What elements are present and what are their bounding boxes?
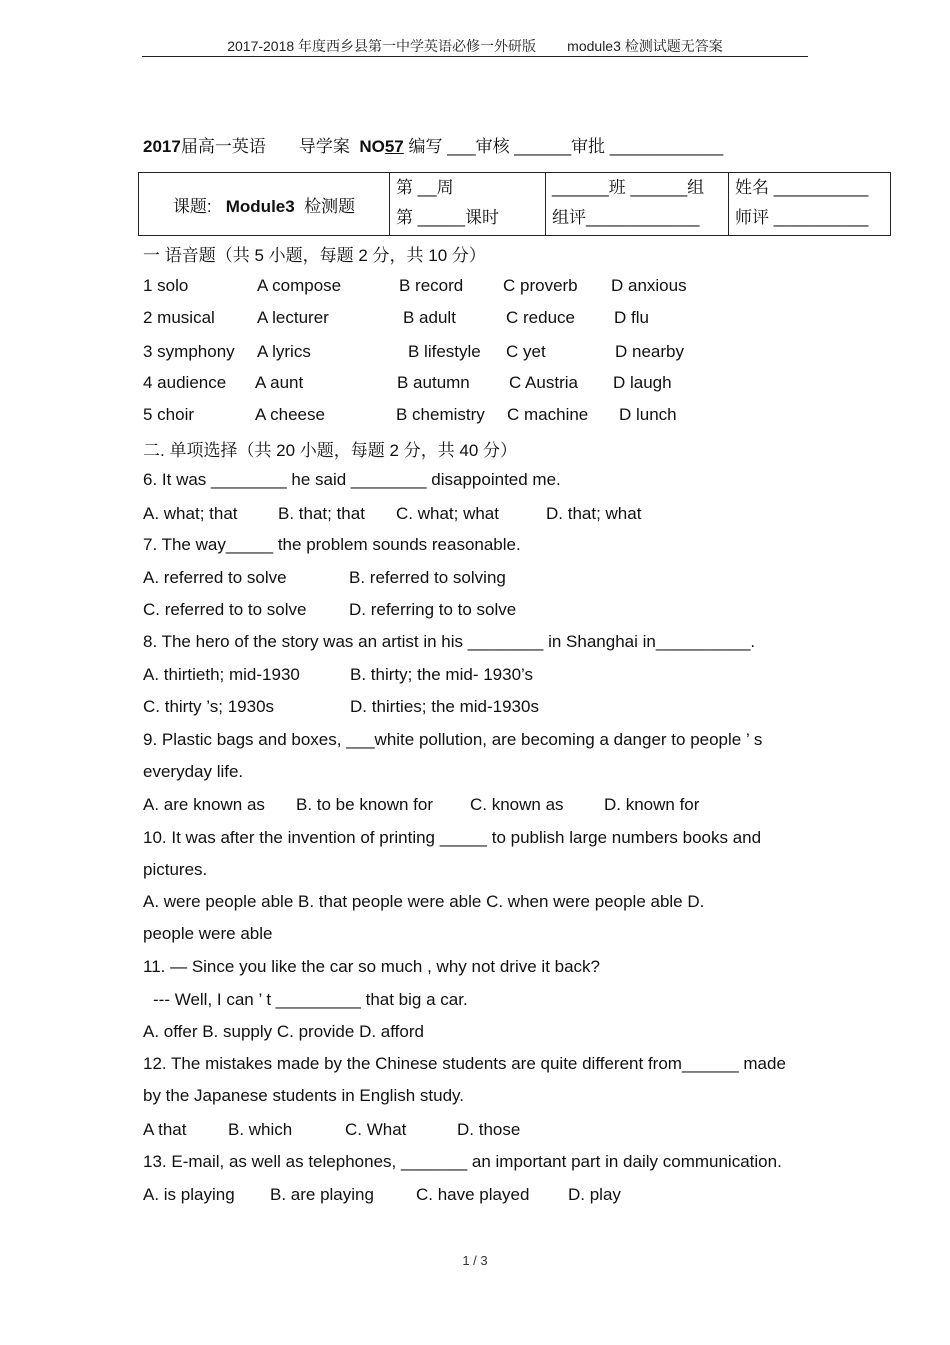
phonetic-row <box>143 405 677 425</box>
title-no-label: NO <box>359 137 385 156</box>
option-c: C. have played <box>416 1185 530 1204</box>
question-9-line1: 9. Plastic bags and boxes, ___white pollution, are becoming a danger to people ’ s <box>143 730 763 749</box>
option-a: A. thirtieth; mid-1930 <box>143 665 300 684</box>
option-c: C. thirty ’s; 1930s <box>143 697 275 716</box>
group-eval-field: 组评____________ <box>552 208 700 227</box>
question-10-line1: 10. It was after the invention of printing _____ to publish large numbers books and <box>143 828 762 847</box>
phonetic-option-b: B chemistry <box>396 405 485 424</box>
section1-heading: 一 语音题（共 5 小题，每题 2 分，共 10 分） <box>143 246 486 265</box>
title-no-value: 57 <box>384 137 404 156</box>
phonetic-option-d: D lunch <box>619 405 677 424</box>
phonetic-option-c: C Austria <box>509 373 578 392</box>
question-10-line2: pictures. <box>143 860 208 879</box>
phonetic-option-a: A cheese <box>255 405 325 424</box>
option-b: B. that; that <box>278 504 365 523</box>
name-field: 姓名 __________ <box>735 178 869 197</box>
phonetic-option-a: A compose <box>257 276 342 295</box>
phonetic-option-c: C proverb <box>503 276 578 295</box>
title-year: 2017 <box>143 137 181 156</box>
phonetic-row <box>143 276 687 296</box>
option-a: A that <box>143 1120 187 1139</box>
option-d: D. that; what <box>546 504 642 523</box>
title-fields: 编写 ___审核 ______审批 ____________ <box>408 137 724 156</box>
period-field: 第 _____课时 <box>396 208 499 227</box>
option-c: C. referred to to solve <box>143 600 307 619</box>
phonetic-row <box>143 373 672 393</box>
phonetic-option-d: D anxious <box>611 276 687 295</box>
phonetic-option-a: A aunt <box>255 373 304 392</box>
phonetic-option-b: B lifestyle <box>408 342 481 361</box>
question-8: 8. The hero of the story was an artist in his ________ in Shanghai in__________. <box>143 632 756 651</box>
phonetic-option-c: C yet <box>506 342 546 361</box>
phonetic-word: 1 solo <box>143 276 189 295</box>
teacher-eval-field: 师评 __________ <box>735 208 869 227</box>
phonetic-option-d: D nearby <box>615 342 684 361</box>
option-d: D. referring to to solve <box>349 600 517 619</box>
class-cell <box>546 173 729 236</box>
phonetic-option-c: C machine <box>507 405 589 424</box>
question-11-line2: --- Well, I can ’ t _________ that big a car. <box>153 990 468 1009</box>
phonetic-option-d: D laugh <box>613 373 672 392</box>
phonetic-option-b: B autumn <box>397 373 470 392</box>
phonetic-word: 5 choir <box>143 405 195 424</box>
question-8-options-1 <box>143 665 533 685</box>
option-a: A. what; that <box>143 504 238 523</box>
page-number: 1 / 3 <box>462 1253 488 1268</box>
question-7-options-2 <box>143 600 516 620</box>
option-b: B. thirty; the mid- 1930’s <box>350 665 533 684</box>
phonetic-option-d: D flu <box>614 308 649 327</box>
topic-value: Module3 <box>225 196 295 216</box>
option-a: A. are known as <box>143 795 265 814</box>
option-b: B. which <box>228 1120 293 1139</box>
phonetic-word: 3 symphony <box>143 342 235 361</box>
question-12-line1: 12. The mistakes made by the Chinese students are quite different from______ made <box>143 1054 786 1073</box>
question-11-line1: 11. — Since you like the car so much , why not drive it back? <box>143 957 601 976</box>
phonetic-option-b: B adult <box>403 308 456 327</box>
question-7-options-1 <box>143 568 506 588</box>
phonetic-word: 2 musical <box>143 308 215 327</box>
question-11-options: A. offer B. supply C. provide D. afford <box>143 1022 424 1041</box>
title-plan: 导学案 <box>298 137 350 156</box>
option-c: C. What <box>345 1120 407 1139</box>
name-cell <box>729 173 891 236</box>
phonetic-option-a: A lecturer <box>257 308 329 327</box>
option-a: A. is playing <box>143 1185 235 1204</box>
class-group-field: ______班 ______组 <box>552 178 705 197</box>
question-12-line2: by the Japanese students in English study. <box>143 1086 464 1105</box>
section2-heading: 二. 单项选择（共 20 小题，每题 2 分，共 40 分） <box>143 441 518 460</box>
option-b: B. to be known for <box>296 795 434 814</box>
phonetic-option-c: C reduce <box>506 308 575 327</box>
question-13-options <box>143 1185 621 1205</box>
header-rule <box>142 56 808 57</box>
week-field: 第 __周 <box>396 178 454 197</box>
question-12-options <box>143 1120 520 1140</box>
question-10-options-cont: people were able <box>143 924 273 943</box>
page-header: 2017-2018 年度西乡县第一中学英语必修一外研版 module3 检测试题无答案 <box>227 38 723 54</box>
option-c: C. what; what <box>396 504 499 523</box>
option-d: D. known for <box>604 795 700 814</box>
question-7: 7. The way_____ the problem sounds reasonable. <box>143 535 521 554</box>
week-cell <box>390 173 546 236</box>
question-9-line2: everyday life. <box>143 762 244 781</box>
phonetic-option-a: A lyrics <box>257 342 311 361</box>
option-a: A. referred to solve <box>143 568 287 587</box>
phonetic-row <box>143 308 649 328</box>
question-10-options: A. were people able B. that people were able C. when were people able D. <box>143 892 705 911</box>
option-d: D. play <box>568 1185 621 1204</box>
phonetic-row <box>143 342 684 362</box>
title-course: 届高一英语 <box>180 137 266 156</box>
option-d: D. thirties; the mid-1930s <box>350 697 539 716</box>
question-8-options-2 <box>143 697 539 717</box>
question-6: 6. It was ________ he said ________ disappointed me. <box>143 470 561 489</box>
phonetic-option-b: B record <box>399 276 464 295</box>
topic-label: 课题: <box>172 196 212 216</box>
option-b: B. referred to solving <box>349 568 506 587</box>
option-d: D. those <box>457 1120 521 1139</box>
question-6-options <box>143 504 641 524</box>
info-table <box>138 172 891 236</box>
question-13: 13. E-mail, as well as telephones, _______ an important part in daily communication. <box>143 1152 782 1171</box>
question-9-options <box>143 795 699 815</box>
topic-cell <box>139 173 390 236</box>
option-c: C. known as <box>470 795 564 814</box>
topic-suffix: 检测题 <box>304 196 356 216</box>
doc-title <box>143 132 723 157</box>
phonetic-word: 4 audience <box>143 373 227 392</box>
option-b: B. are playing <box>270 1185 374 1204</box>
